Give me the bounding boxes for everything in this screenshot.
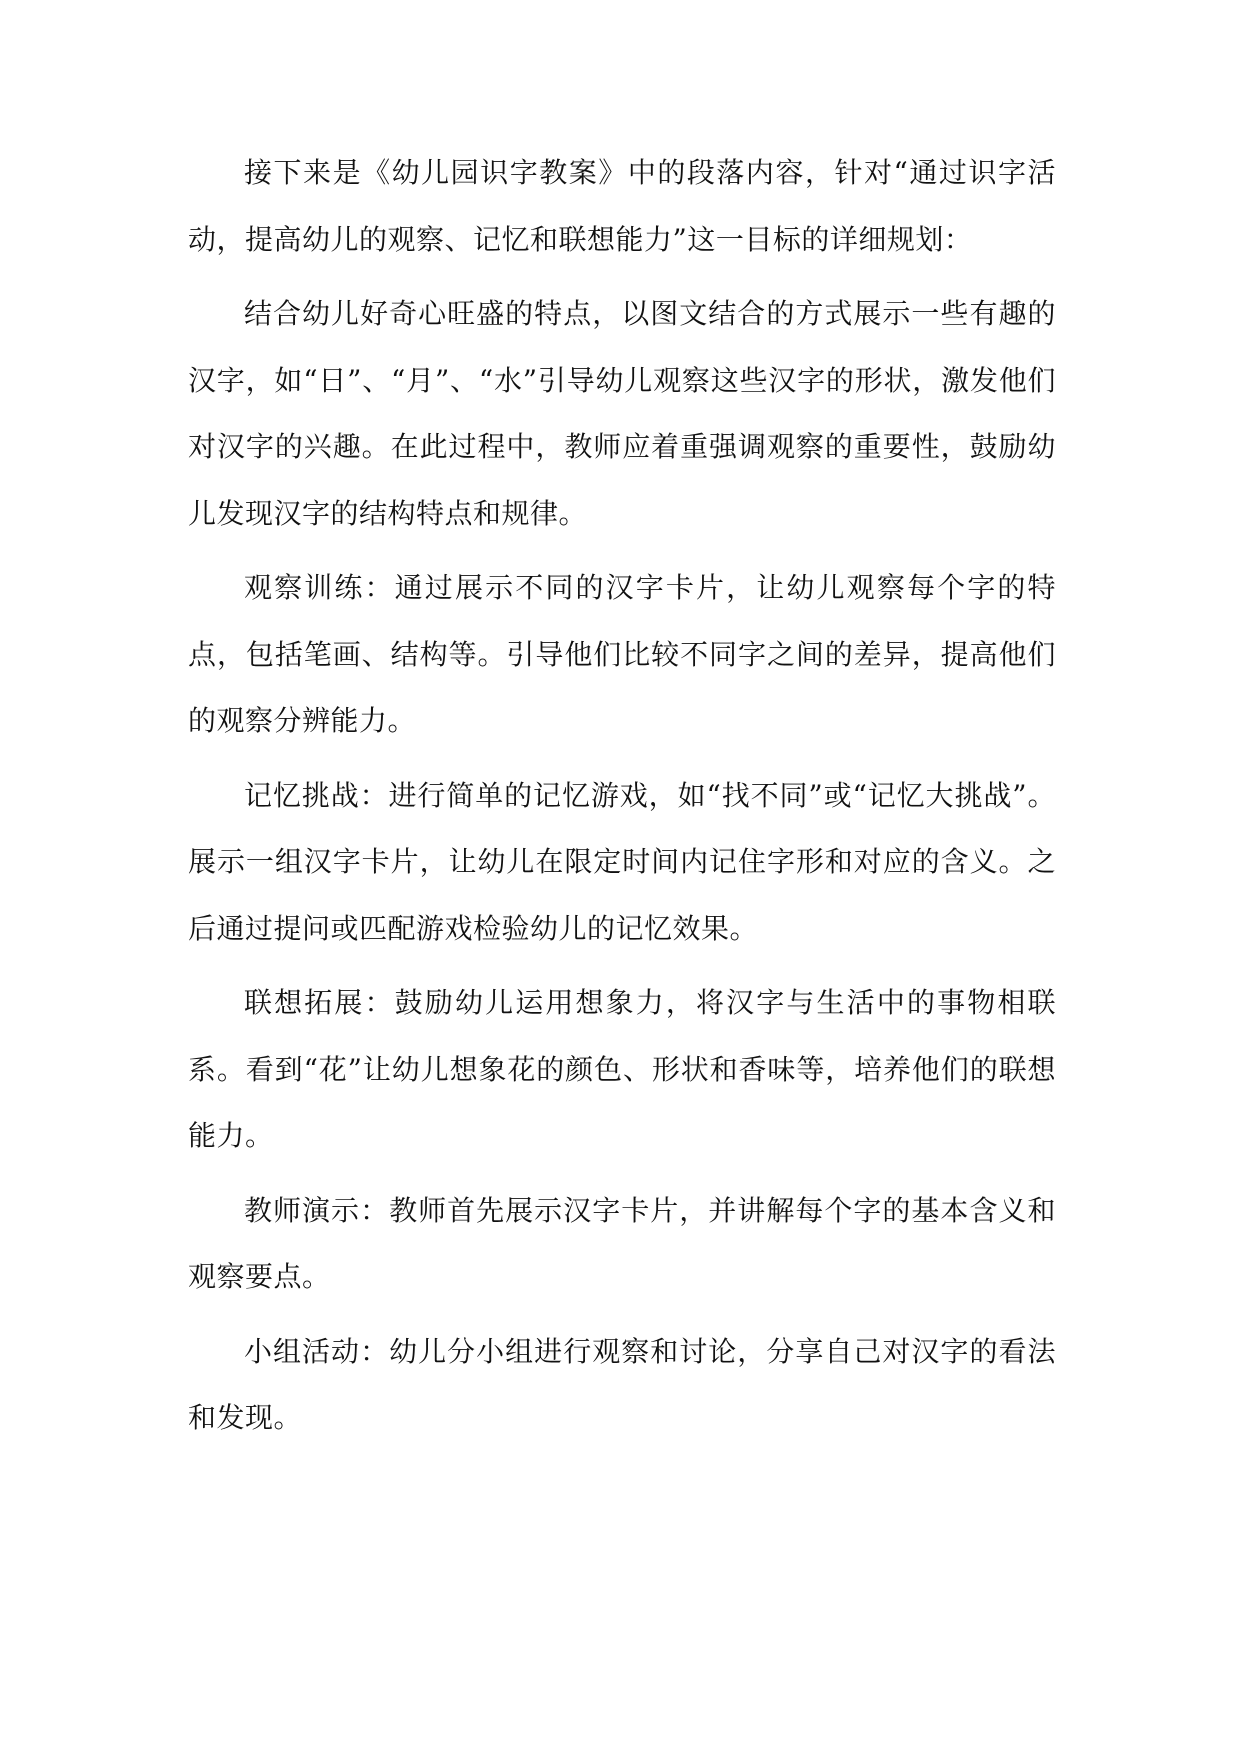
paragraph-association: 联想拓展：鼓励幼儿运用想象力，将汉字与生活中的事物相联系。看到“花”让幼儿想象花的颜色、形状和香味等，培养他们的联想能力。 — [188, 986, 1056, 1152]
paragraph-intro: 接下来是《幼儿园识字教案》中的段落内容，针对“通过识字活动，提高幼儿的观察、记忆和联想能力”这一目标的详细规划： — [188, 156, 1056, 256]
paragraph-observation-training: 观察训练：通过展示不同的汉字卡片，让幼儿观察每个字的特点，包括笔画、结构等。引导他们比较不同字之间的差异，提高他们的观察分辨能力。 — [188, 571, 1056, 737]
paragraph-group-activity: 小组活动：幼儿分小组进行观察和讨论，分享自己对汉字的看法和发现。 — [188, 1334, 1056, 1434]
paragraph-interest: 结合幼儿好奇心旺盛的特点，以图文结合的方式展示一些有趣的汉字，如“日”、“月”、“水”引导幼儿观察这些汉字的形状，激发他们对汉字的兴趣。在此过程中，教师应着重强调观察的重要性，鼓励幼儿发现汉字的结构特点和规律。 — [188, 297, 1056, 530]
document-body — [188, 140, 1056, 1460]
paragraph-memory-challenge: 记忆挑战：进行简单的记忆游戏，如“找不同”或“记忆大挑战”。展示一组汉字卡片，让幼儿在限定时间内记住字形和对应的含义。之后通过提问或匹配游戏检验幼儿的记忆效果。 — [188, 778, 1056, 945]
paragraph-teacher-demo: 教师演示：教师首先展示汉字卡片，并讲解每个字的基本含义和观察要点。 — [188, 1193, 1056, 1293]
